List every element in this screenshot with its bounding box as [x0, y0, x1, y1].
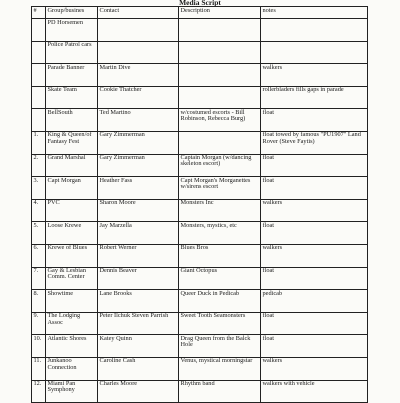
row-number: 4.: [32, 199, 46, 222]
table-row: [32, 199, 368, 222]
media-script-table: [31, 6, 368, 403]
table-body: [32, 19, 368, 403]
description-cell: [179, 64, 261, 87]
description-cell: [179, 41, 261, 64]
group-cell: Gay & Lesbian Comm. Center: [46, 267, 98, 290]
contact-cell: Heather Fass: [98, 177, 179, 200]
notes-cell: float: [261, 109, 368, 132]
notes-cell: walkers: [261, 64, 368, 87]
group-cell: PD Horsemen: [46, 19, 98, 42]
notes-cell: walkers: [261, 199, 368, 222]
contact-cell: Charles Moore: [98, 380, 179, 403]
table-row: [32, 177, 368, 200]
header-description: Description: [179, 7, 261, 19]
contact-cell: Caroline Cash: [98, 357, 179, 380]
notes-cell: float: [261, 154, 368, 177]
group-cell: PVC: [46, 199, 98, 222]
row-number: [32, 41, 46, 64]
contact-cell: [98, 41, 179, 64]
description-cell: Giant Octopus: [179, 267, 261, 290]
contact-cell: Cookie Thatcher: [98, 86, 179, 109]
table-row: [32, 244, 368, 267]
group-cell: King & Queen/of Fantasy Fest: [46, 131, 98, 154]
group-cell: BellSouth: [46, 109, 98, 132]
table-row: [32, 312, 368, 335]
description-cell: [179, 86, 261, 109]
notes-cell: pedicab: [261, 290, 368, 313]
row-number: [32, 64, 46, 87]
description-cell: [179, 131, 261, 154]
notes-cell: rollerbladers fills gaps in parade: [261, 86, 368, 109]
description-cell: Monsters Inc: [179, 199, 261, 222]
contact-cell: Lane Brooks: [98, 290, 179, 313]
group-cell: Grand Marshal: [46, 154, 98, 177]
group-cell: Skate Team: [46, 86, 98, 109]
table-row: [32, 357, 368, 380]
row-number: 7.: [32, 267, 46, 290]
description-cell: Capt Morgan's Morganettes w/sirens escort: [179, 177, 261, 200]
description-cell: Queer Duck in Pedicab: [179, 290, 261, 313]
group-cell: Miami Pan Symphony: [46, 380, 98, 403]
header-row: [32, 7, 368, 19]
notes-cell: float: [261, 312, 368, 335]
table-row: [32, 154, 368, 177]
row-number: 6.: [32, 244, 46, 267]
row-number: [32, 86, 46, 109]
table-row: [32, 131, 368, 154]
table-row: [32, 222, 368, 245]
row-number: 5.: [32, 222, 46, 245]
row-number: 1.: [32, 131, 46, 154]
notes-cell: [261, 19, 368, 42]
table-row: [32, 41, 368, 64]
notes-cell: walkers with vehicle: [261, 380, 368, 403]
table-row: [32, 64, 368, 87]
table-row: [32, 109, 368, 132]
header-number: #: [32, 7, 46, 19]
contact-cell: Peter Ilchuk Steven Parrish: [98, 312, 179, 335]
row-number: 10.: [32, 335, 46, 358]
table-row: [32, 380, 368, 403]
group-cell: Capt Morgan: [46, 177, 98, 200]
header-contact: Contact: [98, 7, 179, 19]
description-cell: Monsters, mystics, etc: [179, 222, 261, 245]
group-cell: Junkanoo Connection: [46, 357, 98, 380]
notes-cell: float: [261, 177, 368, 200]
description-cell: w/costumed escorts - Bill Robinson, Rebecca Burg): [179, 109, 261, 132]
header-group: Group/busines: [46, 7, 98, 19]
contact-cell: Gary Zimmerman: [98, 131, 179, 154]
contact-cell: Sharon Moore: [98, 199, 179, 222]
row-number: [32, 109, 46, 132]
group-cell: Loose Krewe: [46, 222, 98, 245]
notes-cell: float: [261, 222, 368, 245]
description-cell: Captain Morgan (w/dancing skeleton escort): [179, 154, 261, 177]
table-row: [32, 86, 368, 109]
contact-cell: Martin Dive: [98, 64, 179, 87]
contact-cell: [98, 19, 179, 42]
notes-cell: [261, 41, 368, 64]
description-cell: Blues Bros: [179, 244, 261, 267]
contact-cell: Ted Martino: [98, 109, 179, 132]
notes-cell: walkers: [261, 244, 368, 267]
group-cell: The Lodging Assoc: [46, 312, 98, 335]
header-notes: notes: [261, 7, 368, 19]
contact-cell: Gary Zimmerman: [98, 154, 179, 177]
page-title: Media Script: [179, 0, 221, 7]
table-row: [32, 267, 368, 290]
notes-cell: float: [261, 267, 368, 290]
description-cell: [179, 19, 261, 42]
notes-cell: walkers: [261, 357, 368, 380]
description-cell: Sweet Tooth Seamonsters: [179, 312, 261, 335]
row-number: 2.: [32, 154, 46, 177]
row-number: 8.: [32, 290, 46, 313]
table-row: [32, 290, 368, 313]
group-cell: Krewe of Blues: [46, 244, 98, 267]
description-cell: Venus, mystical morningstar: [179, 357, 261, 380]
group-cell: Police Patrol cars: [46, 41, 98, 64]
description-cell: Drag Queen from the Balck Hole: [179, 335, 261, 358]
table-row: [32, 19, 368, 42]
group-cell: Parade Banner: [46, 64, 98, 87]
description-cell: Rhythm band: [179, 380, 261, 403]
notes-cell: float towed by famous "PU1907" Land Rover (Steve Faytis): [261, 131, 368, 154]
table-row: [32, 335, 368, 358]
notes-cell: float: [261, 335, 368, 358]
contact-cell: Katey Quinn: [98, 335, 179, 358]
row-number: 3.: [32, 177, 46, 200]
contact-cell: Robert Werner: [98, 244, 179, 267]
group-cell: Atlantic Shores: [46, 335, 98, 358]
contact-cell: Dennis Beaver: [98, 267, 179, 290]
row-number: [32, 19, 46, 42]
row-number: 12.: [32, 380, 46, 403]
row-number: 9.: [32, 312, 46, 335]
row-number: 11.: [32, 357, 46, 380]
group-cell: Showtime: [46, 290, 98, 313]
contact-cell: Jay Marzella: [98, 222, 179, 245]
